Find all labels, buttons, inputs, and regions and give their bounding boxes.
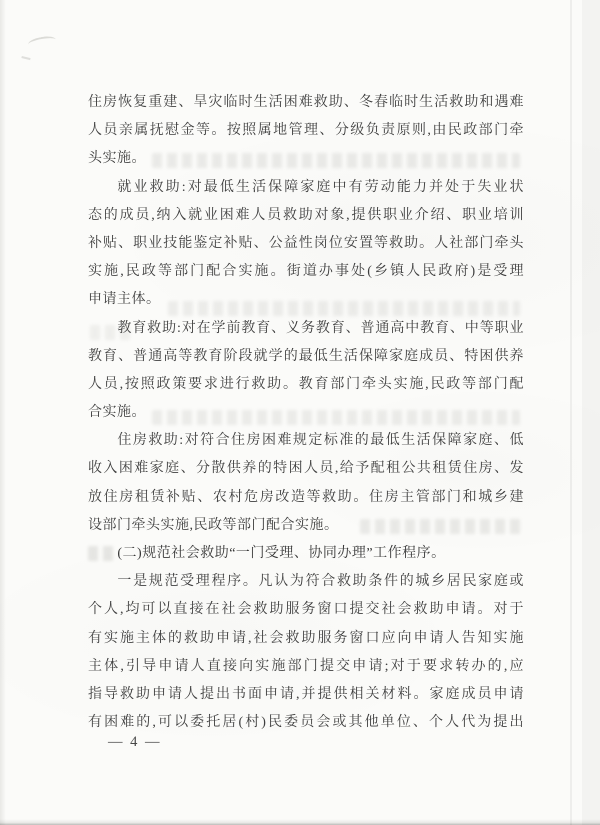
- text-line: 住房救助:对符合住房困难规定标准的最低生活保障家庭、低: [117, 433, 524, 449]
- text-line: 人员,按照政策要求进行救助。教育部门牵头实施,民政等部门配: [88, 376, 524, 392]
- section-heading: (二)规范社会救助“一门受理、协同办理”工作程序。: [117, 546, 446, 561]
- text-line: 教育救助:对在学前教育、义务教育、普通高中教育、中等职业: [117, 320, 524, 336]
- text-line: 态的成员,纳入就业困难人员救助对象,提供职业介绍、职业培训: [88, 207, 524, 223]
- text-line: 头实施。: [88, 151, 146, 167]
- pencil-mark: [27, 35, 56, 50]
- scan-edge-right: [570, 0, 572, 825]
- text-line: 收入困难家庭、分散供养的特困人员,给予配租公共租赁住房、发: [88, 461, 524, 477]
- document-body: [88, 89, 524, 737]
- text-line: 一是规范受理程序。凡认为符合救助条件的城乡居民家庭或: [117, 574, 524, 590]
- pencil-mark: [20, 56, 30, 64]
- text-line: 申请主体。: [88, 292, 161, 308]
- text-line: 实施,民政等部门配合实施。街道办事处(乡镇人民政府)是受理: [88, 264, 524, 280]
- text-line: 主体,引导申请人直接向实施部门提交申请;对于要求转办的,应: [88, 658, 524, 674]
- text-line: 设部门牵头实施,民政等部门配合实施。: [88, 517, 339, 533]
- text-line: 合实施。: [88, 405, 146, 421]
- text-line: 就业救助:对最低生活保障家庭中有劳动能力并处于失业状: [117, 179, 524, 195]
- text-line: 教育、普通高等教育阶段就学的最低生活保障家庭成员、特困供养: [88, 348, 524, 364]
- scan-edge-right-zone: [582, 0, 600, 825]
- text-line: 有困难的,可以委托居(村)民委员会或其他单位、个人代为提出: [88, 715, 524, 731]
- text-line: 住房恢复重建、旱灾临时生活困难救助、冬春临时生活救助和遇难: [88, 95, 524, 110]
- text-line: 指导救助申请人提出书面申请,并提供相关材料。家庭成员申请: [88, 686, 524, 702]
- text-line: 补贴、职业技能鉴定补贴、公益性岗位安置等救助。人社部门牵头: [88, 235, 524, 251]
- text-line: 放住房租赁补贴、农村危房改造等救助。住房主管部门和城乡建: [88, 489, 524, 505]
- scan-edge-bottom: [0, 819, 600, 825]
- text-line: 个人,均可以直接在社会救助服务窗口提交社会救助申请。对于: [88, 602, 524, 618]
- page-number: — 4 —: [108, 734, 162, 750]
- scan-edge-left: [0, 0, 6, 825]
- text-line: 人员亲属抚慰金等。按照属地管理、分级负责原则,由民政部门牵: [88, 123, 524, 139]
- text-line: 有实施主体的救助申请,社会救助服务窗口应向申请人告知实施: [88, 630, 524, 646]
